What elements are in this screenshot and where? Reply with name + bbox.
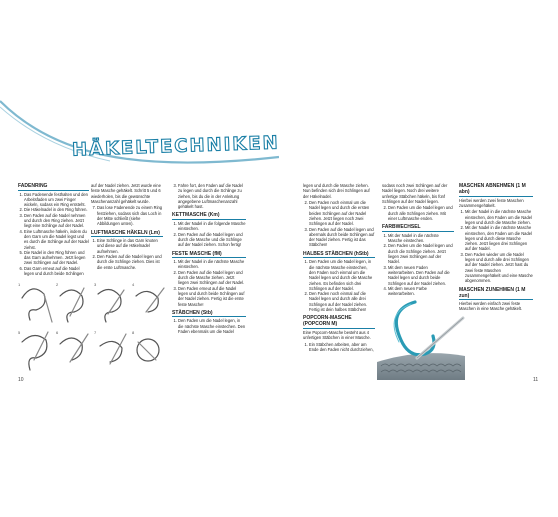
list-item: 2. Mit der Nadel in die nächste Masche einstechen, den Faden um die Nadel legen und durch diese Masche ziehen. Jetzt liegen drei Schlingen auf der Nadel. [465,225,533,251]
paragraph: Eine Popcorn-Masche besteht aus 4 unfertigen Stäbchen in einer Masche. [303,329,371,341]
farbwechsel-column [382,183,454,298]
list-item: 1. Mit der Nadel in die nächste Masche einstechen. [388,233,454,244]
list-item: 3. Fahre fort, den Faden auf die Nadel zu legen und durch die Schlinge zu ziehen, bis du die in der Anleitung angegebene Luftmaschenanzahl gehäkelt hast. [178,183,246,209]
paragraph: Hierbei werden zwei feste Maschen zusammengehäkelt. [459,197,524,208]
list-item: 7. Das lose Fadenende zu einem Ring festziehen, sodass sich das Loch in der Mitte schließt (siehe Abbildungen unten). [97,205,163,226]
list-item: 3. Den Faden auf die Nadel nehmen und durch den Ring ziehen. Jetzt liegt eine Schlinge auf der Nadel. [24,213,89,229]
luftmasche-column [91,183,163,272]
luftmasche-heading: LUFTMASCHE HÄKELN (Lm) [91,230,163,238]
list-item: 2. Die Häkelnadel in den Ring führen. [24,207,89,212]
feste-masche-steps [172,259,246,307]
fadenring-illustrations [18,282,168,377]
list-item: 3. Den Faden wieder um die Nadel legen und durch alle drei Schlingen auf der Nadel ziehen. Jetzt hast du zwei feste Maschen zusammengehäkelt und eine Masche abgenommen. [465,252,533,284]
list-item: 2. Den Faden noch einmal um die Nadel legen und durch die ersten beiden Schlingen auf der Nadel ziehen. Jetzt liegen noch zwei Schlingen auf der Nadel. [309,200,375,226]
maschen-zunehmen-heading: MASCHEN ZUNEHMEN (1 M zun) [459,287,533,301]
list-item: 1. Mit der Nadel in die folgende Masche einstechen. [178,221,246,232]
step-number: 4 [132,282,135,287]
fadenring-column [18,183,89,278]
page-number: 11 [533,377,539,383]
list-item: 1. Mit der Nadel in die nächste Masche einstechen. [178,259,246,270]
paragraph: legen und durch die Masche ziehen. Nun befinden sich drei Schlingen auf der Häkelnadel. [303,183,370,199]
list-item: 1. Das Fadenende festhalten und den Arbeitsfaden um zwei Finger wickeln, sodass ein Ring entsteht. [24,192,89,208]
step-number: 2 [56,282,59,287]
step-number: 1 [18,282,21,287]
paragraph: sodass noch zwei Schlingen auf der Nadel liegen. Noch drei weitere unfertige Stäbchen häkeln, bis fünf Schlingen auf der Nadel liegen. [382,183,448,204]
list-item: 4. Mit dem neuen Farbe weiterarbeiten. [388,286,454,297]
fadenring-steps-cont [91,205,163,226]
list-item: 1. Ein Stäbchen arbeiten, aber am Ende den Faden nicht durchziehen, [309,342,375,353]
popcorn-heading: POPCORN-MASCHE (POPCORN M) [303,315,375,329]
list-item: 2. Den Faden auf die Nadel legen und durch die Masche ziehen. Jetzt liegen zwei Schlingen auf der Nadel. [178,270,246,286]
step-number: 6 [56,330,59,335]
staebchen-heading: STÄBCHEN (Stb) [172,310,246,318]
farbwechsel-heading: FARBWECHSEL [382,224,454,232]
list-item: 4. Eine Luftmasche häkeln, indem du den Garn um die Nadel legst und es durch die Schlinge auf der Nadel ziehst. [24,229,89,250]
fadenring-heading: FADENRING [18,183,89,191]
staebchen-steps [172,318,246,334]
maschen-abnehmen-heading: MASCHEN ABNEHMEN (1 M abn) [459,183,533,197]
step-number: 5 [18,330,21,335]
step-number: 7 [94,330,97,335]
list-item: 2. Den Faden auf die Nadel legen und durch die Masche und die Schlinge auf der Nadel ziehen. Schon fertig! [178,232,246,248]
list-item: 1. Den Faden um die Nadel legen, in die nächste Masche einstechen. Den Faden ebenmals um die Nadel [178,318,246,334]
staebchen-column [303,183,375,354]
popcorn-steps-cont [382,205,454,221]
list-item: 2. Den Faden auf die Nadel legen und durch die Schlinge ziehen. Dies ist die erste Luftmasche. [97,254,163,270]
list-item: 6. Das Garn erneut auf die Nadel legen und durch beide Schlingen [24,266,89,277]
list-item: 1. Mit der Nadel in die nächste Masche einstechen, den Faden um die Nadel legen und durch die Masche ziehen. [465,209,533,225]
list-item: 1. Eine Schlinge in das Garn knoten und diese auf die Häkelnadel aufnehmen. [97,238,163,254]
staebchen-steps-cont [303,200,375,248]
step-number: 8 [132,330,135,335]
list-item: 1. Den Faden um die Nadel legen, in die nächste Masche einstechen, den Faden noch einmal um die Nadel legen und durch die Masche ziehen. Es befinden sich drei Schlingen auf der Nadel. [309,259,375,291]
maschen-column [459,183,533,313]
halbes-staebchen-steps [303,259,375,312]
paragraph: auf der Nadel ziehen. Jetzt wurde eine feste Masche gehäkelt. Schritt 5 und 6 wiederholen, bis die gewünschte Maschenanzahl gehäkelt wurde. [91,183,161,204]
list-item: 3. Den Faden erneut auf die Nadel legen und durch beide Schlingen auf der Nadel ziehen. Fertig ist die erste feste Masche! [178,286,246,307]
feste-masche-heading: FESTE MASCHE (fM) [172,251,246,259]
maschen-abnehmen-steps [459,209,533,283]
list-item: 2. Den Faden um die Nadel legen und durch alle Schlingen ziehen. Mit einer Luftmasche enden. [388,205,454,221]
luftmasche-steps-cont [172,183,246,209]
farbwechsel-steps [382,233,454,297]
list-item: 3. Den Faden auf die Nadel legen und abermals durch beide Schlingen auf der Nadel ziehen. Fertig ist das Stäbchen! [309,227,375,248]
kettmasche-steps [172,221,246,247]
halbes-staebchen-heading: HALBES STÄBCHEN (hStb) [303,251,375,259]
page-title: HÄKELTECHNIKEN [71,132,280,161]
kettmasche-column [172,183,246,336]
list-item: 5. Die Nadel in den Ring führen und das Garn aufnehmen. Jetzt liegen zwei Schlingen auf der Nadel. [24,250,89,266]
fadenring-steps [18,192,89,277]
paragraph: Hierbei werden einfach zwei feste Maschen in eine Masche gehäkelt. [459,301,523,312]
page-number: 10 [18,377,24,383]
list-item: 2. Den Faden um die Nadel legen und durch die Schlinge ziehen. Jetzt liegen zwei Schlingen auf der Nadel. [388,243,454,264]
kettmasche-heading: KETTMASCHE (Km) [172,212,246,220]
list-item: 3. Mit dem neuen Faden weiterarbeiten. Den Faden auf die Nadel legen und durch beide Schlingen auf der Nadel ziehen. [388,265,454,286]
right-page [279,0,558,517]
popcorn-steps [303,342,375,353]
luftmasche-steps [91,238,163,270]
crochet-photo [377,300,465,380]
step-number: 3 [94,282,97,287]
list-item: 2. Den Faden noch einmal auf die Nadel legen und durch alle drei Schlingen auf der Nadel ziehen. Fertig ist dein halbes Stäbchen! [309,291,375,312]
